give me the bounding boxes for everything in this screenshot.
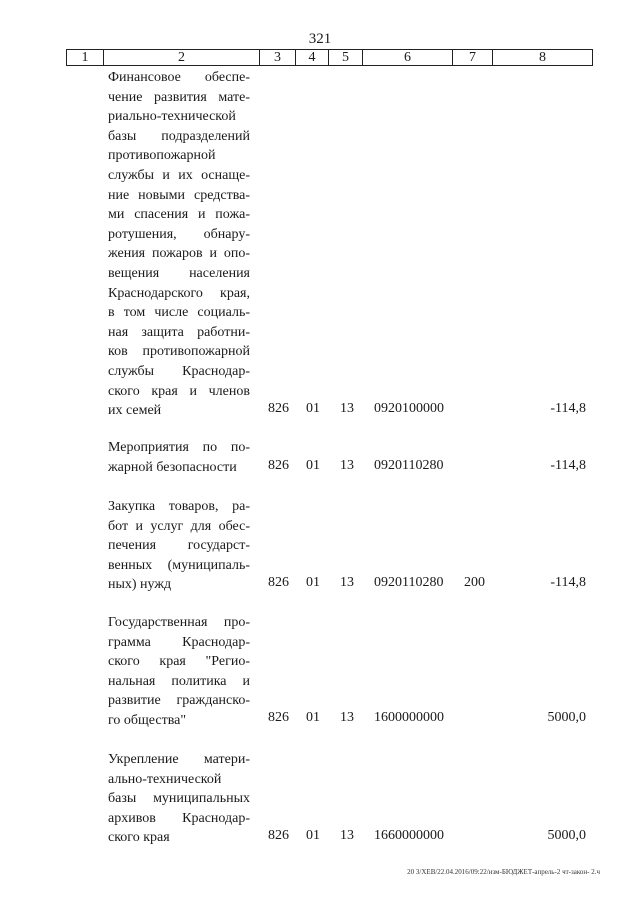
description-line: чение развития мате-: [108, 89, 250, 105]
description-line: службы Краснодар-: [108, 363, 250, 379]
column-header-7: 7: [453, 50, 493, 65]
row-description: [108, 613, 250, 731]
description-line: ние новыми средства-: [108, 187, 250, 203]
column-header-4: 4: [296, 50, 329, 65]
column-header-5: 5: [329, 50, 363, 65]
description-line: их семей: [108, 403, 162, 419]
row-description: [108, 68, 250, 421]
description-line: венных (муниципаль-: [108, 557, 250, 573]
column-header-8: 8: [539, 50, 546, 65]
description-line: ков противопожарной: [108, 344, 250, 360]
description-line: в том числе социаль-: [108, 305, 250, 321]
description-line: Мероприятия по по-: [108, 440, 250, 455]
description-line: ных) нужд: [108, 577, 172, 593]
cell-col3: 826: [268, 710, 289, 725]
column-header-1: 1: [67, 50, 104, 65]
cell-col5: 13: [340, 401, 354, 416]
description-line: противопожарной: [108, 148, 216, 164]
cell-col4: 01: [306, 575, 320, 590]
cell-col8: -114,8: [550, 458, 586, 473]
description-line: ского края и членов: [108, 383, 250, 399]
description-line: нальная политика и: [108, 673, 250, 689]
description-line: Закупка товаров, ра-: [108, 499, 250, 514]
description-line: архивов Краснодар-: [108, 810, 250, 826]
row-description: [108, 438, 250, 477]
cell-col8: -114,8: [550, 575, 586, 590]
description-line: Укрепление матери-: [108, 752, 250, 767]
cell-col6: 1600000000: [374, 710, 444, 725]
cell-col4: 01: [306, 710, 320, 725]
row-description: [108, 750, 250, 848]
description-line: го общества": [108, 712, 187, 728]
description-line: риально-технической: [108, 109, 236, 125]
column-header-3: 3: [260, 50, 296, 65]
description-line: базы подразделений: [108, 128, 250, 144]
page-number: 321: [308, 31, 332, 47]
description-line: базы муниципальных: [108, 791, 250, 807]
row-description: [108, 497, 250, 595]
cell-col4: 01: [306, 828, 320, 843]
cell-col8: 5000,0: [547, 710, 586, 725]
description-line: Финансовое обеспе-: [108, 70, 250, 85]
description-line: ского края: [108, 830, 170, 846]
cell-col5: 13: [340, 828, 354, 843]
cell-col5: 13: [340, 575, 354, 590]
description-line: бот и услуг для обес-: [108, 518, 250, 534]
footer-note: 20 3/ХЕВ/22.04.2016/09:22/изм-БЮДЖЕТ-апрель-2 чт-закон- 2.ч: [407, 868, 600, 876]
cell-col6: 0920110280: [374, 458, 444, 473]
description-line: печения государст-: [108, 538, 250, 554]
cell-col3: 826: [268, 458, 289, 473]
description-line: ная защита работни-: [108, 324, 250, 340]
description-line: развитие гражданско-: [108, 693, 250, 709]
description-line: вещения населения: [108, 265, 250, 281]
cell-col6: 0920110280: [374, 575, 444, 590]
description-line: службы и их оснаще-: [108, 167, 250, 183]
cell-col5: 13: [340, 710, 354, 725]
cell-col7: 200: [464, 575, 485, 590]
cell-col4: 01: [306, 401, 320, 416]
cell-col3: 826: [268, 828, 289, 843]
cell-col6: 0920100000: [374, 401, 444, 416]
table-header: [66, 49, 593, 66]
column-header-2: 2: [104, 50, 260, 65]
description-line: Государственная про-: [108, 615, 250, 630]
description-line: ротушения, обнару-: [108, 226, 250, 242]
description-line: ского края "Регио-: [108, 654, 250, 670]
description-line: жарной безопасности: [108, 459, 237, 475]
cell-col8: -114,8: [550, 401, 586, 416]
column-header-6: 6: [363, 50, 453, 65]
description-line: ми спасения и пожа-: [108, 207, 250, 223]
description-line: Краснодарского края,: [108, 285, 250, 301]
description-line: грамма Краснодар-: [108, 634, 250, 650]
cell-col3: 826: [268, 401, 289, 416]
cell-col5: 13: [340, 458, 354, 473]
cell-col3: 826: [268, 575, 289, 590]
cell-col4: 01: [306, 458, 320, 473]
cell-col8: 5000,0: [547, 828, 586, 843]
cell-col6: 1660000000: [374, 828, 444, 843]
description-line: ально-технической: [108, 771, 222, 787]
description-line: жения пожаров и опо-: [108, 246, 250, 262]
